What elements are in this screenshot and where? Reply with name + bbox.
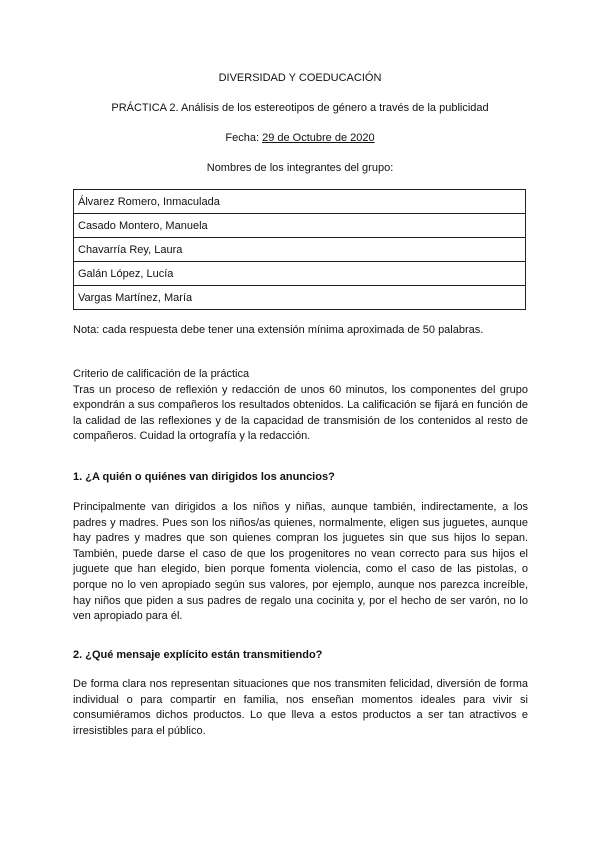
question-1-heading: 1. ¿A quién o quiénes van dirigidos los anuncios? [73, 471, 335, 483]
table-row [74, 214, 526, 238]
criteria-heading: Criterio de calificación de la práctica [73, 368, 250, 380]
member-name: Álvarez Romero, Inmaculada [74, 190, 526, 214]
date-label: Fecha: [225, 132, 263, 144]
members-table [73, 189, 526, 310]
question-2-heading: 2. ¿Qué mensaje explícito están transmitiendo? [73, 649, 323, 661]
date-line [0, 132, 600, 144]
criteria-body: Tras un proceso de reflexión y redacción de unos 60 minutos, los componentes del grupo expondrán a sus compañeros los resultados obtenidos. La calificación se fijará en función de la calidad de las reflexiones y de la capacidad de transmisión de los contenidos al resto de compañeros. Cuidad la ortografía y la redacción. [73, 383, 528, 443]
question-1-answer: Principalmente van dirigidos a los niños y niñas, aunque también, indirectamente, a los padres y madres. Pues son los niños/as quienes, normalmente, eligen sus juguetes, aunque hay padres y madres que son quienes compran los juguetes sin que sus hijos lo sepan. También, puede darse el caso de que los progenitores no vean correcto para sus hijos el juguete que han elegido, bien porque fomenta violencia, como el caso de las pistolas, o porque no lo ven apropiado según sus valores, por ejemplo, aunque nos parezca increíble, hay niños que piden a sus padres de regalo una cocinita y, por el hecho de ser varón, no lo ven apropiado para él. [73, 501, 528, 623]
length-note: Nota: cada respuesta debe tener una extensión mínima aproximada de 50 palabras. [73, 324, 484, 336]
table-row [74, 190, 526, 214]
member-name: Chavarría Rey, Laura [74, 238, 526, 262]
member-name: Casado Montero, Manuela [74, 214, 526, 238]
practice-subtitle: PRÁCTICA 2. Análisis de los estereotipos de género a través de la publicidad [111, 102, 489, 114]
grading-criteria [73, 367, 528, 445]
date-value: 29 de Octubre de 2020 [262, 132, 375, 144]
table-row [74, 286, 526, 310]
document-title: DIVERSIDAD Y COEDUCACIÓN [218, 72, 382, 84]
member-name: Vargas Martínez, María [74, 286, 526, 310]
member-name: Galán López, Lucía [74, 262, 526, 286]
group-label: Nombres de los integrantes del grupo: [206, 162, 394, 174]
table-row [74, 262, 526, 286]
table-row [74, 238, 526, 262]
question-2-answer: De forma clara nos representan situaciones que nos transmiten felicidad, diversión de forma individual o para compartir en familia, nos enseñan momentos ideales para vivir si consumiéramos dichos productos. Lo que lleva a estos productos a ser tan atractivos e irresistibles para el público. [73, 678, 528, 737]
